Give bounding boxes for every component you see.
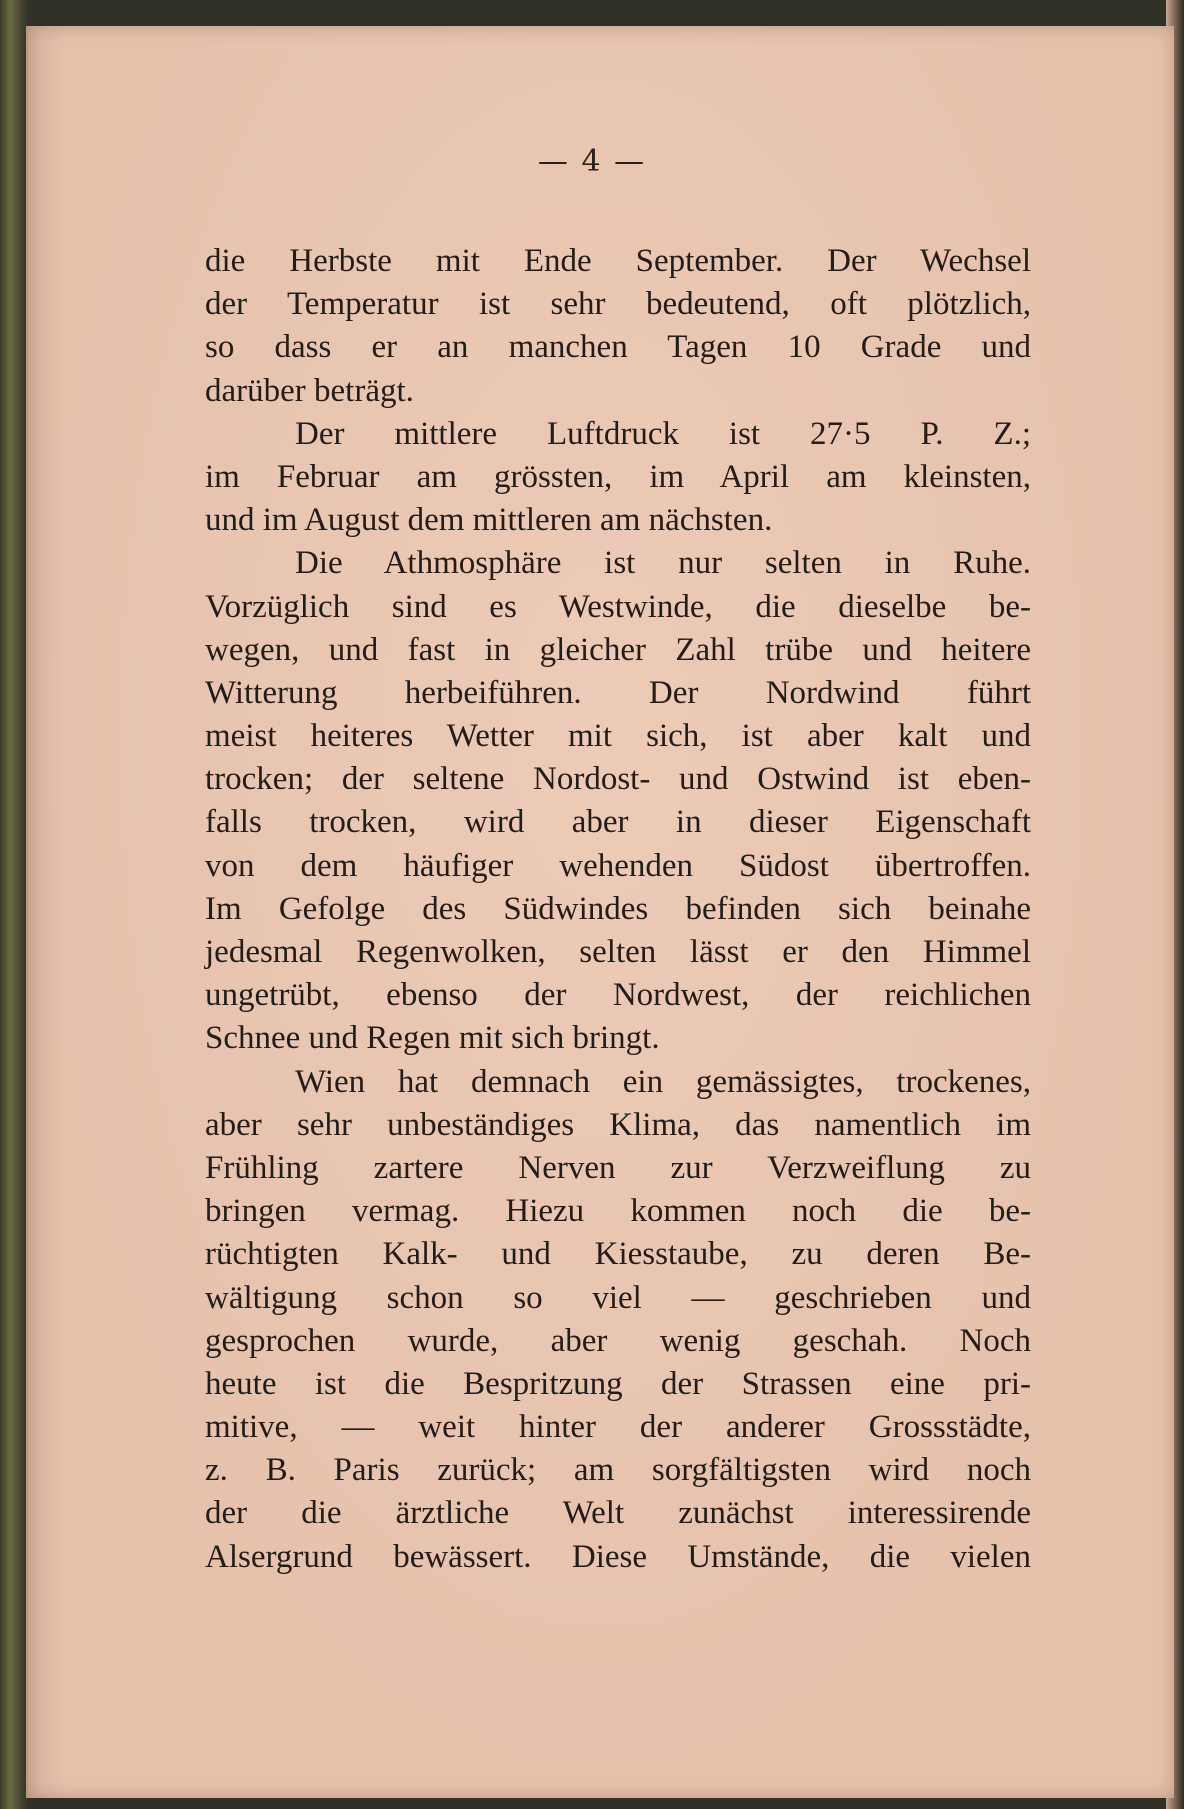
text-line: darüber beträgt.	[205, 372, 414, 409]
text-line: und im August dem mittleren am nächsten.	[205, 502, 773, 539]
text-line: wältigung schon so viel — geschrieben und	[205, 1279, 1031, 1316]
text-line: Frühling zartere Nerven zur Verzweiflung zu	[205, 1149, 1031, 1186]
text-line: im Februar am grössten, im April am kleinsten,	[205, 458, 1031, 495]
text-line: Im Gefolge des Südwindes befinden sich beinahe	[205, 890, 1031, 927]
text-line: Vorzüglich sind es Westwinde, die dieselbe be-	[205, 588, 1031, 625]
text-line: Witterung herbeiführen. Der Nordwind führt	[205, 674, 1031, 711]
text-line: ungetrübt, ebenso der Nordwest, der reichlichen	[205, 977, 1031, 1014]
body-text	[205, 240, 1031, 1579]
paragraph-start-line: Wien hat demnach ein gemässigtes, trockenes,	[295, 1063, 1031, 1100]
text-line: Schnee und Regen mit sich bringt.	[205, 1020, 660, 1057]
text-line: meist heiteres Wetter mit sich, ist aber kalt und	[205, 718, 1031, 755]
text-line: wegen, und fast in gleicher Zahl trübe und heitere	[205, 631, 1031, 668]
text-line: trocken; der seltene Nordost- und Ostwind ist eben-	[205, 761, 1031, 798]
text-line: die Herbste mit Ende September. Der Wechsel	[205, 243, 1031, 279]
text-line: mitive, — weit hinter der anderer Grossstädte,	[205, 1409, 1031, 1446]
text-line: z. B. Paris zurück; am sorgfältigsten wird noch	[205, 1452, 1031, 1489]
text-line: heute ist die Bespritzung der Strassen eine pri-	[205, 1365, 1031, 1402]
page-number: — 4 —	[537, 144, 647, 179]
text-line: gesprochen wurde, aber wenig geschah. Noch	[205, 1322, 1031, 1359]
paragraph-start-line: Die Athmosphäre ist nur selten in Ruhe.	[295, 545, 1031, 582]
text-line: so dass er an manchen Tagen 10 Grade und	[205, 329, 1031, 366]
paragraph-start-line: Der mittlere Luftdruck ist 27·5 P. Z.;	[295, 415, 1031, 452]
text-line: von dem häufiger wehenden Südost übertroffen.	[205, 847, 1031, 884]
text-line: aber sehr unbeständiges Klima, das namentlich im	[205, 1106, 1031, 1143]
text-line: falls trocken, wird aber in dieser Eigenschaft	[205, 804, 1031, 841]
text-line: der Temperatur ist sehr bedeutend, oft plötzlich,	[205, 286, 1031, 323]
text-line: Alsergrund bewässert. Diese Umstände, die vielen	[205, 1538, 1031, 1575]
text-line: rüchtigten Kalk- und Kiesstaube, zu deren Be-	[205, 1236, 1031, 1273]
text-line: der die ärztliche Welt zunächst interessirende	[205, 1495, 1031, 1532]
text-line: jedesmal Regenwolken, selten lässt er den Himmel	[205, 934, 1031, 970]
text-line: bringen vermag. Hiezu kommen noch die be-	[205, 1193, 1031, 1230]
